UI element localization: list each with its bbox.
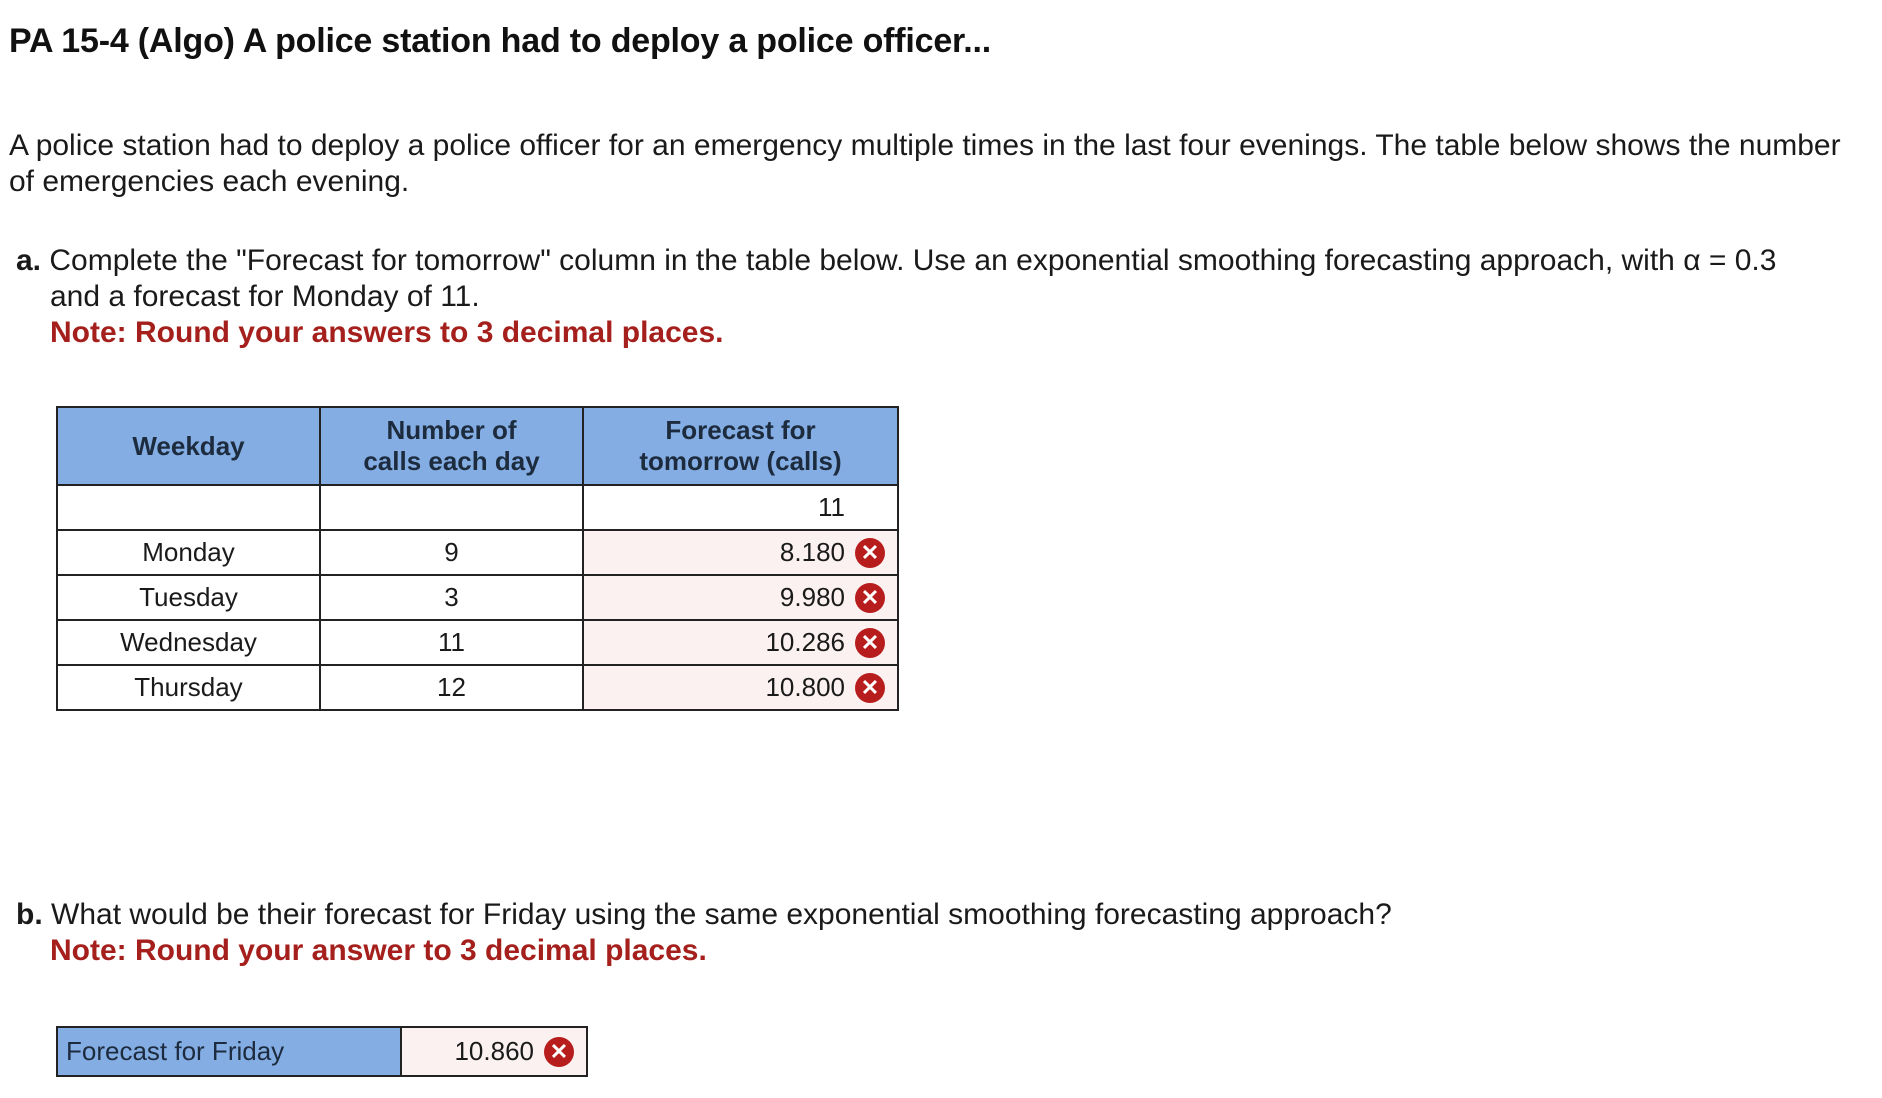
question-a-note: Note: Round your answers to 3 decimal places. — [50, 316, 724, 349]
question-b — [16, 897, 1876, 969]
table-row — [57, 575, 898, 620]
weekday-cell: Wednesday — [57, 620, 320, 665]
header-calls: Number of calls each day — [320, 407, 583, 485]
page-title: PA 15-4 (Algo) A police station had to deploy a police officer... — [9, 22, 991, 60]
forecast-value: 10.800 — [765, 672, 845, 702]
forecast-table — [56, 406, 899, 711]
calls-cell: 3 — [320, 575, 583, 620]
forecast-input[interactable] — [583, 530, 898, 575]
x-circle-icon: ✕ — [855, 673, 885, 703]
calls-cell: 11 — [320, 620, 583, 665]
forecast-input[interactable] — [583, 575, 898, 620]
calls-cell — [320, 485, 583, 530]
intro-text: A police station had to deploy a police officer for an emergency multiple times in the last four evenings. The table below shows the number of emergencies each evening. — [9, 129, 1841, 198]
weekday-cell: Tuesday — [57, 575, 320, 620]
question-b-note: Note: Round your answer to 3 decimal places. — [50, 934, 707, 967]
friday-forecast-input[interactable] — [402, 1028, 586, 1075]
x-circle-icon: ✕ — [855, 538, 885, 568]
x-circle-icon: ✕ — [544, 1037, 574, 1067]
question-a-text-line2: and a forecast for Monday of 11. — [50, 280, 480, 313]
forecast-input[interactable] — [583, 620, 898, 665]
table-row — [57, 620, 898, 665]
question-b-label: b. — [16, 898, 43, 931]
table-row — [57, 485, 898, 530]
calls-cell: 9 — [320, 530, 583, 575]
forecast-value: 11 — [818, 492, 845, 522]
forecast-value: 10.286 — [765, 627, 845, 657]
forecast-cell — [583, 485, 898, 530]
header-weekday: Weekday — [57, 407, 320, 485]
weekday-cell: Monday — [57, 530, 320, 575]
x-circle-icon: ✕ — [855, 628, 885, 658]
table-row — [57, 665, 898, 710]
x-circle-icon: ✕ — [855, 583, 885, 613]
weekday-cell — [57, 485, 320, 530]
calls-cell: 12 — [320, 665, 583, 710]
header-forecast: Forecast for tomorrow (calls) — [583, 407, 898, 485]
table-header-row — [57, 407, 898, 485]
question-a — [16, 243, 1876, 351]
friday-forecast-label: Forecast for Friday — [58, 1028, 402, 1075]
question-a-text-line1: Complete the "Forecast for tomorrow" column in the table below. Use an exponential smoothing forecasting approach, with α = 0.3 — [49, 244, 1777, 277]
forecast-value: 8.180 — [779, 537, 845, 567]
friday-forecast-value: 10.860 — [454, 1036, 534, 1066]
table-row — [57, 530, 898, 575]
question-b-text: What would be their forecast for Friday using the same exponential smoothing forecasting approach? — [51, 898, 1392, 931]
forecast-input[interactable] — [583, 665, 898, 710]
weekday-cell: Thursday — [57, 665, 320, 710]
friday-forecast-row — [56, 1026, 588, 1077]
forecast-value: 9.980 — [779, 582, 845, 612]
question-a-label: a. — [16, 244, 42, 277]
